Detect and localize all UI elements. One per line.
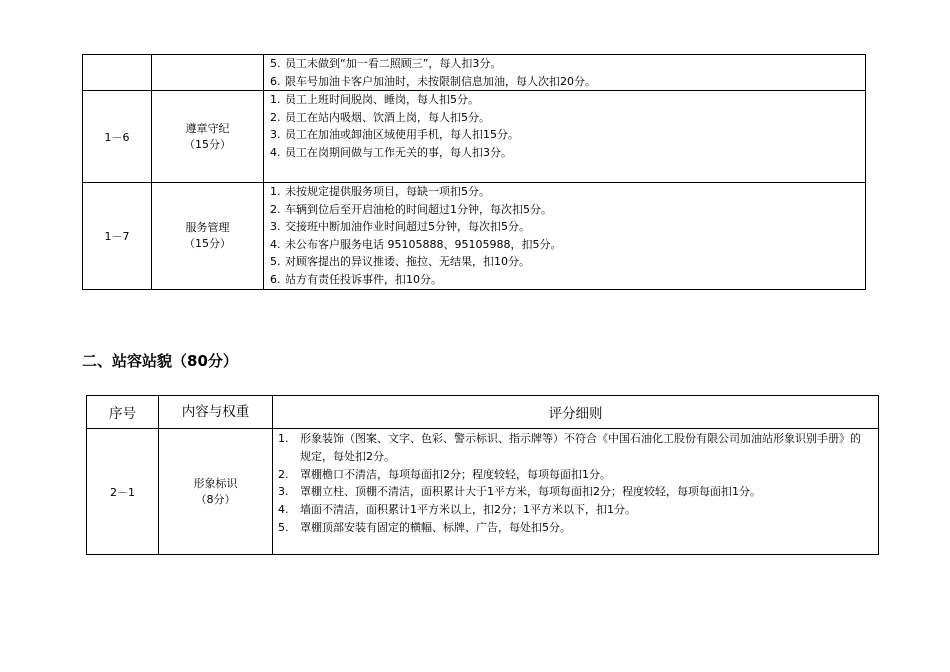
header-rules: 评分细则 <box>273 396 879 429</box>
rule-item <box>270 271 865 289</box>
rules-cell <box>264 183 866 290</box>
row-content <box>152 183 264 290</box>
content-label: 遵章守纪 <box>185 121 230 135</box>
rule-item <box>278 466 870 484</box>
rule-text: 交接班中断加油作业时间超过5分钟，每次扣5分。 <box>285 220 530 233</box>
rule-text: 墙面不清洁，面积累计1平方米以上，扣2分；1平方米以下，扣1分。 <box>300 503 636 517</box>
rule-number: 1. <box>270 185 281 198</box>
rule-item <box>270 73 865 91</box>
rule-number: 6. <box>270 272 281 286</box>
weight-label: （8分） <box>195 492 236 506</box>
table-row <box>83 183 866 290</box>
rule-text: 罩棚檐口不清洁，每项每面扣2分；程度较轻，每项每面扣1分。 <box>300 467 611 481</box>
row-content <box>152 55 264 91</box>
rules-cell <box>264 91 866 183</box>
weight-label: （15分） <box>184 137 231 151</box>
rule-text: 限车号加油卡客户加油时，未按限制信息加油，每人次扣20分。 <box>285 74 596 88</box>
rule-number: 3. <box>278 485 289 499</box>
rule-number: 4. <box>270 237 281 251</box>
rule-item <box>270 91 865 109</box>
rule-item <box>278 430 870 466</box>
table-row <box>83 91 866 183</box>
row-number <box>83 55 152 91</box>
rule-text: 未按规定提供服务项目，每缺一项扣5分。 <box>285 185 490 198</box>
rule-number: 4. <box>270 145 281 159</box>
rule-item <box>278 519 870 537</box>
rules-cell <box>273 429 879 555</box>
rule-text: 站方有责任投诉事件，扣10分。 <box>285 272 442 286</box>
rule-item <box>270 183 865 201</box>
rule-item <box>270 109 865 127</box>
rule-number: 5. <box>270 255 281 268</box>
rule-text: 罩棚立柱、顶棚不清洁，面积累计大于1平方米，每项每面扣2分；程度较轻，每项每面扣1分。 <box>300 485 761 499</box>
rule-text: 员工在加油或卸油区域使用手机，每人扣15分。 <box>285 128 519 141</box>
section-heading: 二、站容站貌（80分） <box>82 352 238 370</box>
rule-number: 5. <box>270 57 281 70</box>
rule-text: 员工上班时间脱岗、睡岗，每人扣5分。 <box>285 93 479 106</box>
rule-item <box>270 253 865 271</box>
header-row <box>87 396 879 429</box>
rule-text: 员工在岗期间做与工作无关的事，每人扣3分。 <box>285 145 512 159</box>
header-number: 序号 <box>87 396 159 429</box>
content-label: 形象标识 <box>193 476 238 490</box>
table-row <box>83 55 866 91</box>
rule-item <box>270 218 865 236</box>
rule-number: 1. <box>278 432 289 445</box>
row-content <box>152 91 264 183</box>
rule-number: 3. <box>270 220 281 233</box>
rule-item <box>270 55 865 73</box>
rule-number: 2. <box>278 467 289 481</box>
row-number: 1－6 <box>83 91 152 183</box>
rule-text: 车辆到位后至开启油枪的时间超过1分钟，每次扣5分。 <box>285 202 552 216</box>
rule-number: 6. <box>270 74 281 88</box>
rule-item <box>270 144 865 162</box>
rule-number: 5. <box>278 520 289 534</box>
rule-text: 对顾客提出的异议推诿、拖拉、无结果，扣10分。 <box>285 255 530 268</box>
weight-label: （15分） <box>184 237 231 250</box>
row-content <box>159 429 273 555</box>
rule-item <box>270 201 865 219</box>
table-row <box>87 429 879 555</box>
rule-number: 2. <box>270 202 281 216</box>
header-content: 内容与权重 <box>159 396 273 429</box>
rule-number: 1. <box>270 93 281 106</box>
row-number: 1－7 <box>83 183 152 290</box>
rule-text: 形象装饰（图案、文字、色彩、警示标识、指示牌等）不符合《中国石油化工股份有限公司加油站形象识别手册》的规定，每处扣2分。 <box>300 432 861 463</box>
scoring-table-2 <box>86 395 879 555</box>
rule-text: 罩棚顶部安装有固定的横幅、标牌、广告，每处扣5分。 <box>300 520 571 534</box>
rule-item <box>270 236 865 254</box>
rule-number: 4. <box>278 503 289 517</box>
rule-text: 员工未做到“加一看二照顾三”，每人扣3分。 <box>285 57 502 70</box>
rule-number: 2. <box>270 110 281 124</box>
scoring-table-1 <box>82 54 866 290</box>
rule-item <box>278 501 870 519</box>
rule-text: 员工在站内吸烟、饮酒上岗，每人扣5分。 <box>285 110 490 124</box>
rule-item <box>270 126 865 144</box>
rule-text: 未公布客户服务电话 95105888、95105988，扣5分。 <box>285 237 562 251</box>
rule-item <box>278 483 870 501</box>
content-label: 服务管理 <box>185 221 230 234</box>
rules-cell <box>264 55 866 91</box>
rule-number: 3. <box>270 128 281 141</box>
row-number: 2－1 <box>87 429 159 555</box>
